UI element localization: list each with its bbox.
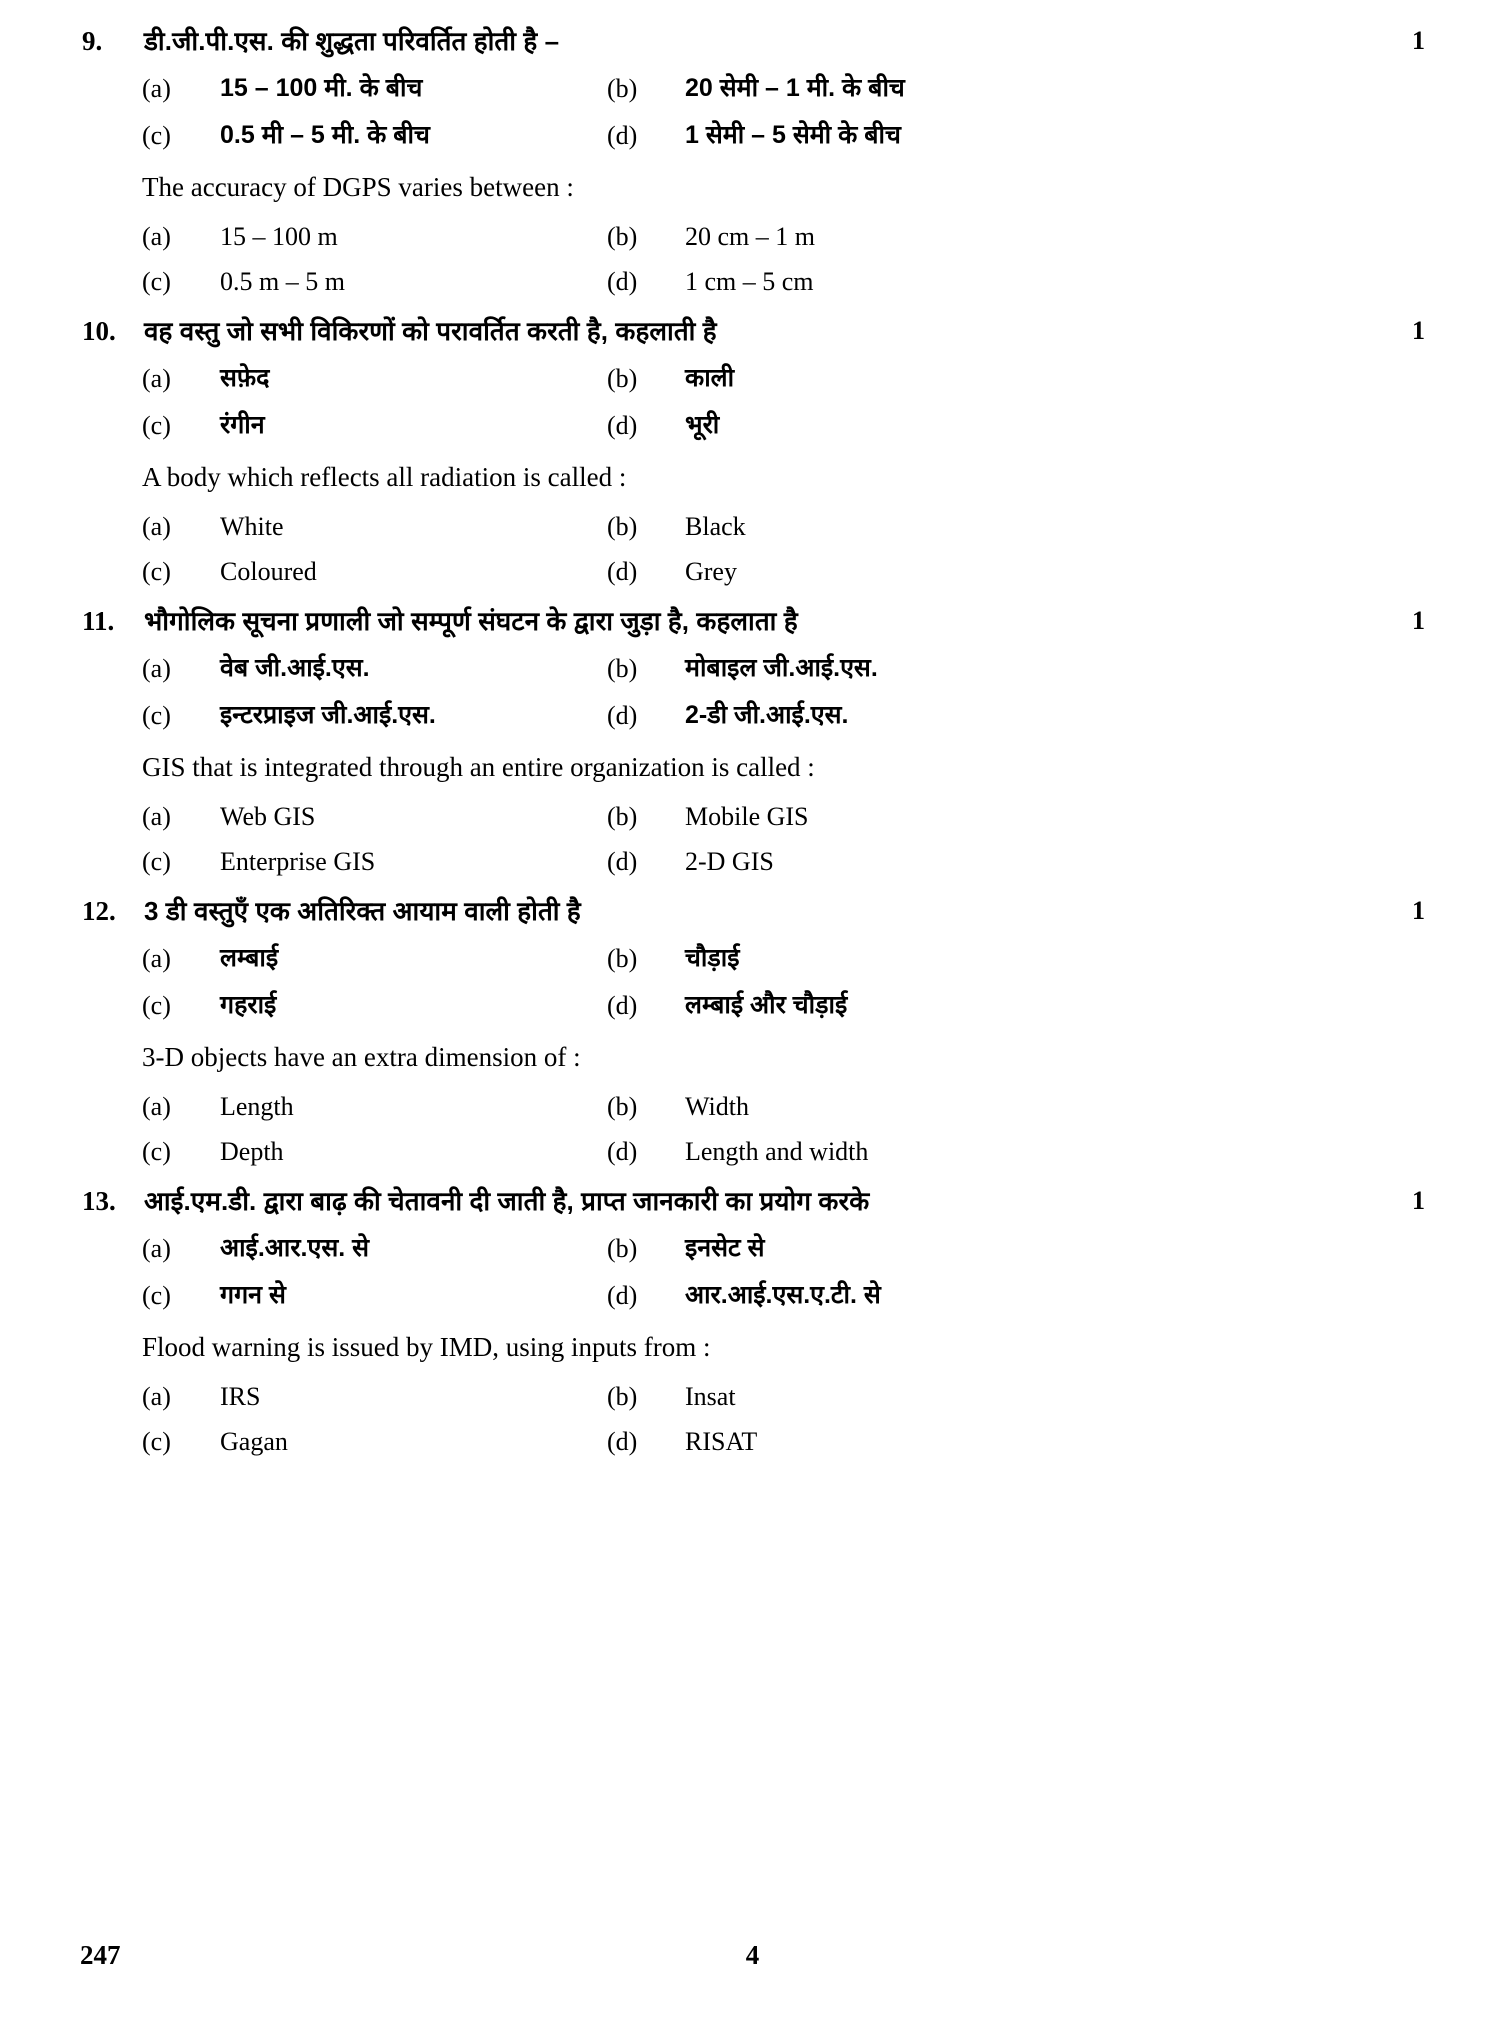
question-marks: 1 <box>1412 26 1425 55</box>
option-b[interactable] <box>607 1226 1167 1271</box>
option-d[interactable] <box>607 1129 1167 1174</box>
option-row <box>142 259 1425 304</box>
option-value-a: Length <box>220 1092 294 1121</box>
option-row <box>142 403 1425 448</box>
option-b[interactable] <box>607 1374 1167 1419</box>
option-d[interactable] <box>607 259 1167 304</box>
question-number: 11. <box>82 606 115 636</box>
option-c[interactable] <box>142 1129 607 1174</box>
options-english <box>142 504 1425 594</box>
option-label-a: (a) <box>142 512 171 541</box>
option-value-b: 20 सेमी – 1 मी. के बीच <box>685 74 905 102</box>
option-value-d: 1 सेमी – 5 सेमी के बीच <box>685 121 901 149</box>
option-row <box>142 1273 1425 1318</box>
option-label-c: (c) <box>142 1281 171 1310</box>
option-b[interactable] <box>607 1084 1167 1129</box>
option-row <box>142 214 1425 259</box>
question-text-hindi: डी.जी.पी.एस. की शुद्धता परिवर्तित होती है – <box>144 26 560 56</box>
option-row <box>142 1084 1425 1129</box>
option-d[interactable] <box>607 983 1167 1028</box>
question-text-hindi: भौगोलिक सूचना प्रणाली जो सम्पूर्ण संघटन के द्वारा जुड़ा है, कहलाता है <box>144 606 798 636</box>
option-label-b: (b) <box>607 1234 638 1263</box>
option-d[interactable] <box>607 1419 1167 1464</box>
option-label-d: (d) <box>607 1427 638 1456</box>
option-value-a: आई.आर.एस. से <box>220 1234 370 1262</box>
option-b[interactable] <box>607 646 1167 691</box>
option-b[interactable] <box>607 504 1167 549</box>
option-label-d: (d) <box>607 1281 638 1310</box>
option-row <box>142 356 1425 401</box>
option-d[interactable] <box>607 549 1167 594</box>
options-english <box>142 1084 1425 1174</box>
option-label-b: (b) <box>607 654 638 683</box>
question-block-9 <box>80 18 1425 304</box>
paper-code: 247 <box>80 1940 121 1970</box>
question-text-english: The accuracy of DGPS varies between : <box>142 172 574 202</box>
options-english <box>142 1374 1425 1464</box>
option-label-b: (b) <box>607 364 638 393</box>
question-block-11 <box>80 598 1425 884</box>
option-label-a: (a) <box>142 1092 171 1121</box>
option-value-c: Enterprise GIS <box>220 847 376 876</box>
option-a[interactable] <box>142 794 607 839</box>
question-text-hindi: आई.एम.डी. द्वारा बाढ़ की चेतावनी दी जाती है, प्राप्त जानकारी का प्रयोग करके <box>144 1186 870 1216</box>
option-label-a: (a) <box>142 1234 171 1263</box>
option-label-b: (b) <box>607 512 638 541</box>
page-footer <box>80 1940 1425 1980</box>
option-value-a: सफ़ेद <box>220 364 270 392</box>
option-row <box>142 983 1425 1028</box>
option-label-a: (a) <box>142 1382 171 1411</box>
page-number: 4 <box>745 1940 760 1970</box>
option-row <box>142 693 1425 738</box>
option-value-d: Length and width <box>685 1137 869 1166</box>
option-row <box>142 1129 1425 1174</box>
option-label-a: (a) <box>142 944 171 973</box>
question-text-english: A body which reflects all radiation is called : <box>142 462 627 492</box>
option-label-d: (d) <box>607 991 638 1020</box>
option-value-c: Coloured <box>220 557 317 586</box>
option-a[interactable] <box>142 1084 607 1129</box>
option-b[interactable] <box>607 356 1167 401</box>
option-c[interactable] <box>142 839 607 884</box>
option-c[interactable] <box>142 693 607 738</box>
option-label-c: (c) <box>142 847 171 876</box>
options-english <box>142 214 1425 304</box>
option-row <box>142 1226 1425 1271</box>
option-label-b: (b) <box>607 944 638 973</box>
options-hindi <box>142 646 1425 738</box>
question-marks: 1 <box>1412 316 1425 345</box>
option-row <box>142 113 1425 158</box>
question-text-hindi: 3 डी वस्तुएँ एक अतिरिक्त आयाम वाली होती है <box>144 896 581 926</box>
option-label-b: (b) <box>607 74 638 103</box>
options-hindi <box>142 936 1425 1028</box>
question-heading <box>80 308 1425 354</box>
option-value-b: इनसेट से <box>685 1234 765 1262</box>
option-value-b: 20 cm – 1 m <box>685 222 815 251</box>
option-value-a: Web GIS <box>220 802 316 831</box>
option-row <box>142 1419 1425 1464</box>
option-value-b: Width <box>685 1092 749 1121</box>
option-value-a: लम्बाई <box>220 944 279 972</box>
question-number: 9. <box>82 26 103 56</box>
option-d[interactable] <box>607 839 1167 884</box>
option-label-d: (d) <box>607 557 638 586</box>
option-value-a: 15 – 100 मी. के बीच <box>220 74 423 102</box>
question-text-hindi: वह वस्तु जो सभी विकिरणों को परावर्तित करती है, कहलाती है <box>144 316 717 346</box>
question-marks: 1 <box>1412 1186 1425 1215</box>
option-a[interactable] <box>142 356 607 401</box>
option-b[interactable] <box>607 794 1167 839</box>
question-heading <box>80 18 1425 64</box>
option-d[interactable] <box>607 1273 1167 1318</box>
option-row <box>142 504 1425 549</box>
question-text-english: GIS that is integrated through an entire organization is called : <box>142 752 815 782</box>
option-label-a: (a) <box>142 802 171 831</box>
option-row <box>142 549 1425 594</box>
option-a[interactable] <box>142 504 607 549</box>
option-value-c: गहराई <box>220 991 277 1019</box>
option-value-d: 1 cm – 5 cm <box>685 267 814 296</box>
option-label-a: (a) <box>142 222 171 251</box>
option-value-c: गगन से <box>220 1281 286 1309</box>
option-label-c: (c) <box>142 1427 171 1456</box>
option-label-c: (c) <box>142 121 171 150</box>
option-value-a: वेब जी.आई.एस. <box>220 654 370 682</box>
option-row <box>142 839 1425 884</box>
option-label-c: (c) <box>142 991 171 1020</box>
option-a[interactable] <box>142 66 607 111</box>
option-value-b: मोबाइल जी.आई.एस. <box>685 654 878 682</box>
question-heading <box>80 888 1425 934</box>
option-c[interactable] <box>142 403 607 448</box>
option-label-a: (a) <box>142 364 171 393</box>
option-b[interactable] <box>607 936 1167 981</box>
option-value-a: 15 – 100 m <box>220 222 338 251</box>
question-block-13 <box>80 1178 1425 1464</box>
option-row <box>142 1374 1425 1419</box>
question-heading <box>80 598 1425 644</box>
option-label-b: (b) <box>607 222 638 251</box>
option-label-d: (d) <box>607 847 638 876</box>
option-label-c: (c) <box>142 557 171 586</box>
option-label-d: (d) <box>607 1137 638 1166</box>
option-label-c: (c) <box>142 411 171 440</box>
question-block-10 <box>80 308 1425 594</box>
option-label-d: (d) <box>607 121 638 150</box>
option-label-a: (a) <box>142 654 171 683</box>
option-row <box>142 794 1425 839</box>
option-row <box>142 66 1425 111</box>
option-value-d: लम्बाई और चौड़ाई <box>685 991 848 1019</box>
option-a[interactable] <box>142 1226 607 1271</box>
question-heading <box>80 1178 1425 1224</box>
option-label-d: (d) <box>607 411 638 440</box>
option-d[interactable] <box>607 113 1167 158</box>
option-a[interactable] <box>142 1374 607 1419</box>
options-english <box>142 794 1425 884</box>
option-label-a: (a) <box>142 74 171 103</box>
option-value-d: भूरी <box>685 411 720 439</box>
question-number: 12. <box>82 896 116 926</box>
option-label-b: (b) <box>607 802 638 831</box>
option-b[interactable] <box>607 66 1167 111</box>
option-value-c: इन्टरप्राइज जी.आई.एस. <box>220 701 436 729</box>
option-c[interactable] <box>142 1273 607 1318</box>
option-label-b: (b) <box>607 1382 638 1411</box>
option-value-b: चौड़ाई <box>685 944 740 972</box>
option-value-d: 2-डी जी.आई.एस. <box>685 701 849 729</box>
option-value-d: 2-D GIS <box>685 847 774 876</box>
option-b[interactable] <box>607 214 1167 259</box>
option-row <box>142 646 1425 691</box>
option-label-c: (c) <box>142 1137 171 1166</box>
options-hindi <box>142 356 1425 448</box>
options-hindi <box>142 1226 1425 1318</box>
option-label-c: (c) <box>142 267 171 296</box>
option-c[interactable] <box>142 1419 607 1464</box>
option-c[interactable] <box>142 259 607 304</box>
option-a[interactable] <box>142 646 607 691</box>
option-label-b: (b) <box>607 1092 638 1121</box>
option-value-a: White <box>220 512 284 541</box>
question-block-12 <box>80 888 1425 1174</box>
question-number: 10. <box>82 316 116 346</box>
option-value-c: रंगीन <box>220 411 265 439</box>
question-text-english: 3-D objects have an extra dimension of : <box>142 1042 581 1072</box>
options-hindi <box>142 66 1425 158</box>
option-value-b: काली <box>685 364 735 392</box>
option-label-c: (c) <box>142 701 171 730</box>
question-text-english: Flood warning is issued by IMD, using inputs from : <box>142 1332 711 1362</box>
option-d[interactable] <box>607 693 1167 738</box>
option-c[interactable] <box>142 113 607 158</box>
option-value-b: Black <box>685 512 746 541</box>
option-a[interactable] <box>142 936 607 981</box>
question-number: 13. <box>82 1186 116 1216</box>
option-value-d: आर.आई.एस.ए.टी. से <box>685 1281 881 1309</box>
option-value-d: Grey <box>685 557 737 586</box>
option-c[interactable] <box>142 983 607 1028</box>
option-value-b: Insat <box>685 1382 736 1411</box>
option-value-a: IRS <box>220 1382 261 1411</box>
option-value-c: 0.5 m – 5 m <box>220 267 345 296</box>
option-d[interactable] <box>607 403 1167 448</box>
question-marks: 1 <box>1412 606 1425 635</box>
option-value-c: Depth <box>220 1137 284 1166</box>
option-value-c: 0.5 मी – 5 मी. के बीच <box>220 121 430 149</box>
option-row <box>142 936 1425 981</box>
question-marks: 1 <box>1412 896 1425 925</box>
option-label-d: (d) <box>607 701 638 730</box>
option-value-c: Gagan <box>220 1427 288 1456</box>
option-label-d: (d) <box>607 267 638 296</box>
option-c[interactable] <box>142 549 607 594</box>
option-a[interactable] <box>142 214 607 259</box>
option-value-b: Mobile GIS <box>685 802 809 831</box>
option-value-d: RISAT <box>685 1427 758 1456</box>
